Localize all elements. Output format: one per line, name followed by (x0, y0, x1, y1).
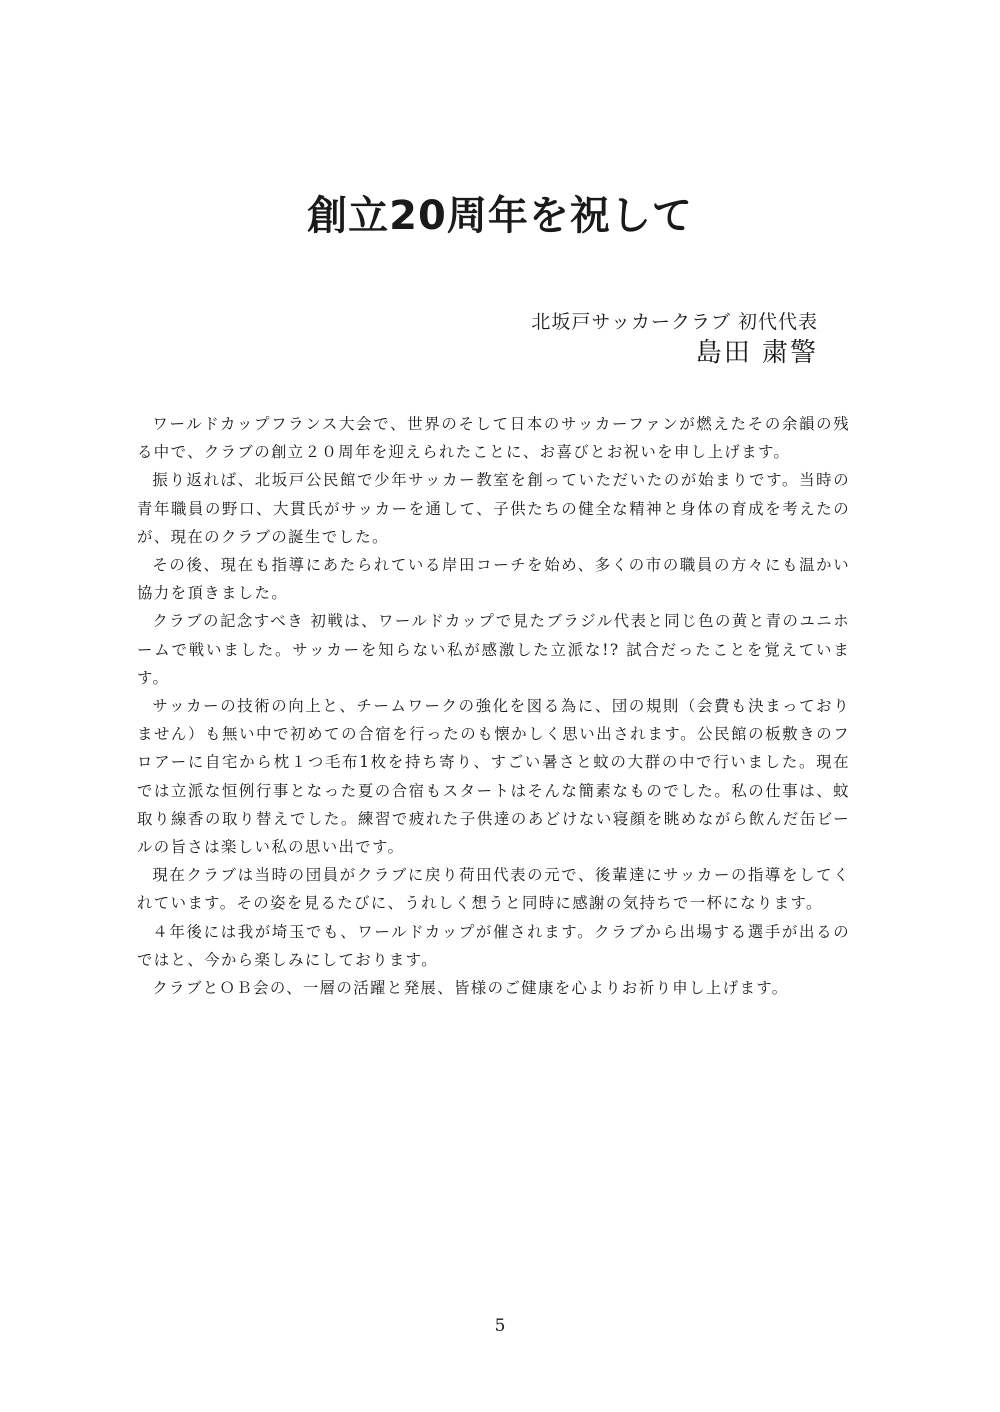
author-affiliation: 北坂戸サッカークラブ 初代代表 (531, 311, 818, 333)
paragraph: クラブとＯＢ会の、一層の活躍と発展、皆様のご健康を心よりお祈り申し上げます。 (152, 979, 789, 998)
paragraph: その後、現在も指導にあたられている岸田コーチを始め、多くの市の職員の方々にも温かい協力を頂きました。 (137, 556, 850, 603)
body-text (137, 410, 850, 1002)
author-block (531, 308, 818, 370)
page-title: 創立20周年を祝して (307, 193, 693, 239)
paragraph: 振り返れば、北坂戸公民館で少年サッカー教室を創っていただいたのが始まりです。当時の青年職員の野口、大貫氏がサッカーを通して、子供たちの健全な精神と身体の育成を考えたのが、現在のクラブの誕生でした。 (137, 471, 850, 546)
paragraph: クラブの記念すべき 初戦は、ワールドカップで見たブラジル代表と同じ色の黄と青のユニホームで戦いました。サッカーを知らない私が感激した立派な!? 試合だったことを覚えています。 (137, 612, 850, 687)
author-name: 島田 粛警 (695, 338, 818, 368)
paragraph: ワールドカップフランス大会で、世界のそして日本のサッカーファンが燃えたその余韻の残る中で、クラブの創立２０周年を迎えられたことに、お喜びとお祝いを申し上げます。 (137, 415, 850, 462)
paragraph: 現在クラブは当時の団員がクラブに戻り荷田代表の元で、後輩達にサッカーの指導をしてくれています。その姿を見るたびに、うれしく想うと同時に感謝の気持ちで一杯になります。 (137, 866, 850, 913)
paragraph: ４年後には我が埼玉でも、ワールドカップが催されます。クラブから出場する選手が出るのではと、今から楽しみにしております。 (137, 922, 850, 969)
page-number: 5 (494, 1316, 506, 1336)
paragraph: サッカーの技術の向上と、チームワークの強化を図る為に、団の規則（会費も決まっておりません）も無い中で初めての合宿を行ったのも懐かしく思い出されます。公民館の板敷きのフロアーに自宅から枕１つ毛布1枚を持ち寄り、すごい暑さと蚊の大群の中で行いました。現在では立派な恒例行事となった夏の合宿もスタートはそんな簡素なものでした。私の仕事は、蚊取り線香の取り替えでした。練習で疲れた子供達のあどけない寝顔を眺めながら飲んだ缶ビールの旨さは楽しい私の思い出です。 (137, 697, 850, 857)
